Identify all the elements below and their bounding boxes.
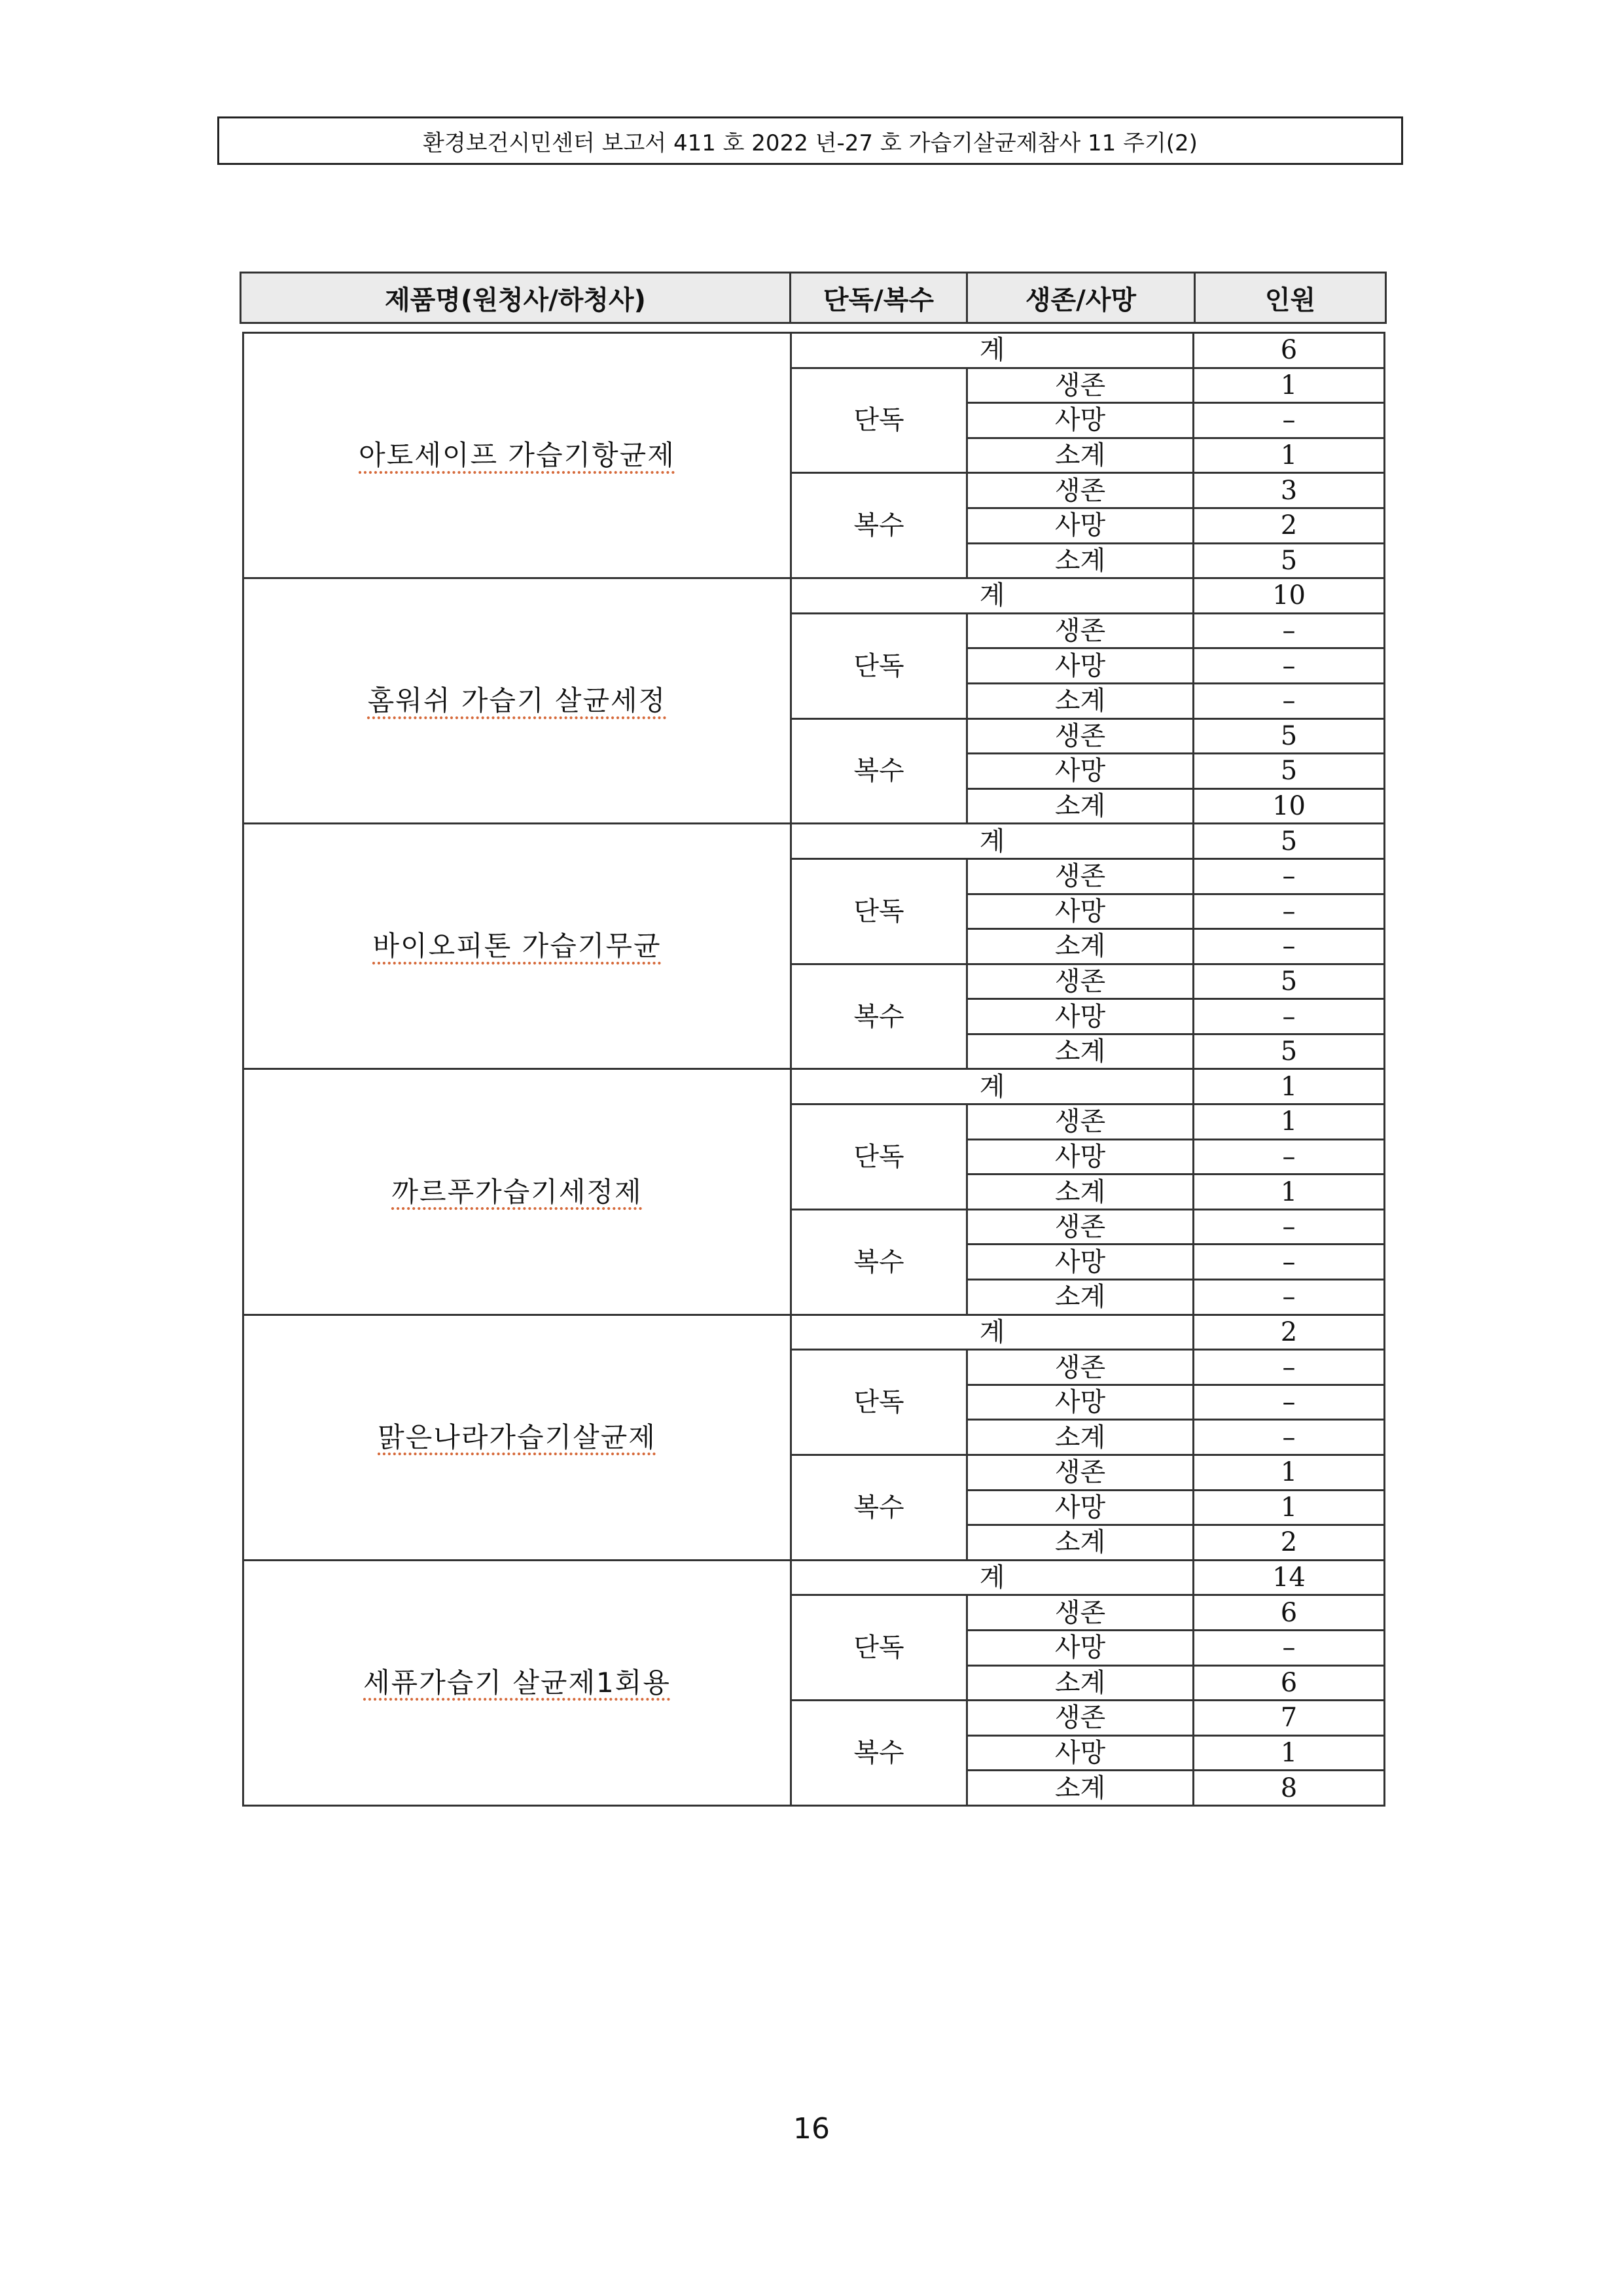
total-label: 계 [791,333,1194,368]
multiple-dead-count: – [1194,1245,1385,1280]
table-header [240,272,1387,324]
single-dead-count: – [1194,894,1385,929]
single-alive-count: – [1194,858,1385,894]
table-row [243,1315,1385,1350]
total-count: 10 [1194,578,1385,614]
total-label: 계 [791,1560,1194,1595]
total-label: 계 [791,1315,1194,1350]
single-subtotal-count: – [1194,683,1385,718]
alive-label: 생존 [967,964,1194,999]
product-name: 세퓨가습기 살균제1회용 [363,1666,671,1699]
alive-label: 생존 [967,858,1194,894]
table-row [243,824,1385,859]
subtotal-label: 소계 [967,1034,1194,1069]
single-group-label: 단독 [791,858,967,964]
alive-label: 생존 [967,1209,1194,1245]
single-group-label: 단독 [791,613,967,718]
subtotal-label: 소계 [967,1771,1194,1806]
alive-label: 생존 [967,1350,1194,1385]
single-alive-count: – [1194,613,1385,648]
victim-table-body [243,333,1385,1806]
multiple-alive-count: 5 [1194,964,1385,999]
total-count: 2 [1194,1315,1385,1350]
dead-label: 사망 [967,1490,1194,1525]
single-dead-count: – [1194,403,1385,438]
multiple-subtotal-count: – [1194,1280,1385,1315]
dead-label: 사망 [967,1735,1194,1771]
multiple-alive-count: 3 [1194,473,1385,508]
product-name: 아토세이프 가습기항균제 [359,439,675,472]
dead-label: 사망 [967,508,1194,543]
multiple-dead-count: 1 [1194,1490,1385,1525]
alive-label: 생존 [967,613,1194,648]
total-label: 계 [791,824,1194,859]
multiple-subtotal-count: 5 [1194,543,1385,578]
multiple-alive-count: – [1194,1209,1385,1245]
multiple-group-label: 복수 [791,1209,967,1315]
alive-label: 생존 [967,1455,1194,1491]
total-label: 계 [791,1069,1194,1104]
product-name: 바이오피톤 가습기무균 [372,930,662,963]
multiple-subtotal-count: 2 [1194,1525,1385,1561]
alive-label: 생존 [967,1104,1194,1140]
total-count: 6 [1194,333,1385,368]
single-dead-count: – [1194,1385,1385,1420]
single-subtotal-count: 6 [1194,1665,1385,1701]
single-group-label: 단독 [791,1350,967,1455]
multiple-subtotal-count: 10 [1194,788,1385,824]
subtotal-label: 소계 [967,1665,1194,1701]
product-cell [243,1315,791,1560]
total-count: 5 [1194,824,1385,859]
subtotal-label: 소계 [967,788,1194,824]
single-group-label: 단독 [791,368,967,473]
single-dead-count: – [1194,1630,1385,1665]
multiple-dead-count: 5 [1194,754,1385,789]
product-cell [243,824,791,1069]
dead-label: 사망 [967,1630,1194,1665]
dead-label: 사망 [967,894,1194,929]
total-count: 14 [1194,1560,1385,1595]
subtotal-label: 소계 [967,683,1194,718]
alive-label: 생존 [967,1595,1194,1631]
product-name: 홈워쉬 가습기 살균세정 [367,684,667,717]
column-header-alive-dead: 생존/사망 [967,273,1195,323]
dead-label: 사망 [967,999,1194,1034]
single-subtotal-count: 1 [1194,438,1385,473]
multiple-subtotal-count: 8 [1194,1771,1385,1806]
product-name: 까르푸가습기세정제 [391,1175,643,1208]
subtotal-label: 소계 [967,1420,1194,1455]
alive-label: 생존 [967,1701,1194,1736]
total-label: 계 [791,578,1194,614]
column-header-count: 인원 [1195,273,1386,323]
multiple-alive-count: 1 [1194,1455,1385,1491]
single-subtotal-count: – [1194,1420,1385,1455]
multiple-dead-count: – [1194,999,1385,1034]
table-row [243,1560,1385,1595]
subtotal-label: 소계 [967,929,1194,964]
subtotal-label: 소계 [967,1280,1194,1315]
table-header-row [241,273,1386,323]
report-header-text: 환경보건시민센터 보고서 411 호 2022 년-27 호 가습기살균제참사 11 주기(2) [423,130,1198,156]
single-alive-count: – [1194,1350,1385,1385]
multiple-alive-count: 5 [1194,718,1385,754]
dead-label: 사망 [967,1139,1194,1174]
multiple-group-label: 복수 [791,718,967,824]
table-row [243,1069,1385,1104]
product-cell [243,1069,791,1315]
single-alive-count: 1 [1194,1104,1385,1140]
multiple-alive-count: 7 [1194,1701,1385,1736]
subtotal-label: 소계 [967,543,1194,578]
dead-label: 사망 [967,1385,1194,1420]
multiple-dead-count: 2 [1194,508,1385,543]
total-count: 1 [1194,1069,1385,1104]
single-dead-count: – [1194,648,1385,684]
column-header-single-multiple: 단독/복수 [791,273,967,323]
single-alive-count: 1 [1194,368,1385,403]
alive-label: 생존 [967,473,1194,508]
single-subtotal-count: 1 [1194,1174,1385,1210]
dead-label: 사망 [967,1245,1194,1280]
multiple-subtotal-count: 5 [1194,1034,1385,1069]
report-header [217,116,1403,165]
page-number: 16 [793,2112,830,2146]
table-row [243,333,1385,368]
table-row [243,578,1385,614]
multiple-group-label: 복수 [791,1701,967,1806]
single-dead-count: – [1194,1139,1385,1174]
multiple-dead-count: 1 [1194,1735,1385,1771]
product-name: 맑은나라가습기살균제 [378,1421,656,1453]
subtotal-label: 소계 [967,1174,1194,1210]
dead-label: 사망 [967,754,1194,789]
alive-label: 생존 [967,718,1194,754]
multiple-group-label: 복수 [791,964,967,1069]
subtotal-label: 소계 [967,438,1194,473]
single-group-label: 단독 [791,1595,967,1701]
single-group-label: 단독 [791,1104,967,1210]
subtotal-label: 소계 [967,1525,1194,1561]
column-header-product: 제품명(원청사/하청사) [241,273,791,323]
alive-label: 생존 [967,368,1194,403]
dead-label: 사망 [967,403,1194,438]
single-alive-count: 6 [1194,1595,1385,1631]
single-subtotal-count: – [1194,929,1385,964]
victim-table [242,332,1385,1807]
dead-label: 사망 [967,648,1194,684]
multiple-group-label: 복수 [791,1455,967,1561]
product-cell [243,1560,791,1805]
product-cell [243,333,791,578]
multiple-group-label: 복수 [791,473,967,578]
product-cell [243,578,791,824]
